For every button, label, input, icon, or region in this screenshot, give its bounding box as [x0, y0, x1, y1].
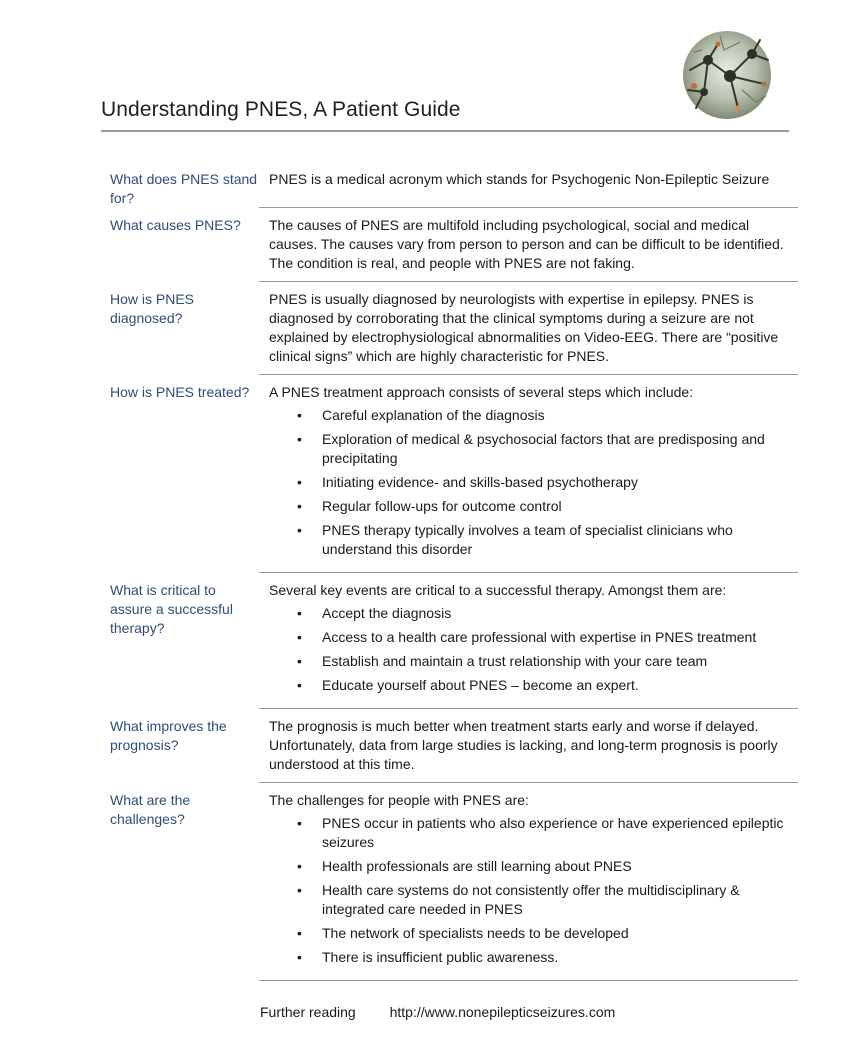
faq-answer: PNES is a medical acronym which stands for Psychogenic Non-Epileptic Seizure — [269, 171, 770, 187]
faq-question: What improves the prognosis? — [110, 718, 227, 753]
faq-row — [101, 282, 798, 375]
faq-question: What are the challenges? — [110, 792, 191, 827]
faq-answer-cell — [259, 709, 798, 783]
answer-bullet-list — [269, 406, 798, 559]
faq-answer-cell — [259, 573, 798, 709]
faq-answer: The causes of PNES are multifold including psychological, social and medical causes. The causes vary from person to person and can be difficult to be identified. The condition is real, and people with PNES are not faking. — [269, 217, 784, 271]
answer-bullet-item: • The network of specialists needs to be developed — [322, 924, 798, 943]
faq-answer: Several key events are critical to a successful therapy. Amongst them are: — [269, 582, 727, 598]
faq-row — [101, 709, 798, 783]
answer-bullet-item: • PNES occur in patients who also experience or have experienced epileptic seizures — [322, 814, 798, 852]
faq-row — [101, 162, 798, 208]
answer-bullet-item: • Health care systems do not consistently offer the multidisciplinary & integrated care needed in PNES — [322, 881, 798, 919]
answer-bullet-list — [269, 814, 798, 967]
answer-bullet-item: • Initiating evidence- and skills-based psychotherapy — [322, 473, 798, 492]
faq-row — [101, 573, 798, 709]
answer-bullet-item: • Exploration of medical & psychosocial factors that are predisposing and precipitating — [322, 430, 798, 468]
further-reading-link[interactable]: http://www.nonepilepticseizures.com — [389, 1004, 616, 1020]
faq-answer-cell — [259, 783, 798, 981]
faq-table — [101, 162, 798, 981]
faq-answer-cell — [259, 375, 798, 573]
faq-answer: PNES is usually diagnosed by neurologists with expertise in epilepsy. PNES is diagnosed by corroborating that the clinical symptoms during a seizure are not explained by electrophysiological abnormalities on Video-EEG. There are “positive clinical signs” which are highly characteristic for PNES. — [269, 291, 779, 364]
faq-answer: A PNES treatment approach consists of several steps which include: — [269, 384, 694, 400]
faq-answer-cell — [259, 282, 798, 375]
answer-bullet-item: • Accept the diagnosis — [322, 604, 798, 623]
answer-bullet-item: • Regular follow-ups for outcome control — [322, 497, 798, 516]
faq-question: What causes PNES? — [110, 217, 241, 233]
faq-answer: The challenges for people with PNES are: — [269, 792, 529, 808]
further-reading — [260, 1004, 615, 1020]
answer-bullet-item: • Careful explanation of the diagnosis — [322, 406, 798, 425]
faq-question: How is PNES treated? — [110, 384, 250, 400]
answer-bullet-item: • PNES therapy typically involves a team of specialist clinicians who understand this disorder — [322, 521, 798, 559]
faq-question: What is critical to assure a successful therapy? — [110, 582, 233, 636]
faq-question: What does PNES stand for? — [110, 171, 258, 206]
answer-bullet-item: • Access to a health care professional with expertise in PNES treatment — [322, 628, 798, 647]
faq-answer-cell — [259, 162, 798, 208]
faq-question: How is PNES diagnosed? — [110, 291, 195, 326]
faq-row — [101, 375, 798, 573]
answer-bullet-item: • There is insufficient public awareness. — [322, 948, 798, 967]
faq-answer-cell — [259, 208, 798, 282]
answer-bullet-list — [269, 604, 798, 695]
answer-bullet-item: • Educate yourself about PNES – become an expert. — [322, 676, 798, 695]
faq-row — [101, 783, 798, 981]
answer-bullet-item: • Establish and maintain a trust relationship with your care team — [322, 652, 798, 671]
faq-answer: The prognosis is much better when treatment starts early and worse if delayed. Unfortunately, data from large studies is lacking, and long-term prognosis is poorly understood at this time. — [269, 718, 778, 772]
page-title: Understanding PNES, A Patient Guide — [101, 98, 461, 121]
answer-bullet-item: • Health professionals are still learning about PNES — [322, 857, 798, 876]
neuron-logo-icon — [680, 30, 774, 120]
further-reading-label: Further reading — [260, 1004, 356, 1020]
faq-row — [101, 208, 798, 282]
title-divider — [101, 130, 789, 132]
